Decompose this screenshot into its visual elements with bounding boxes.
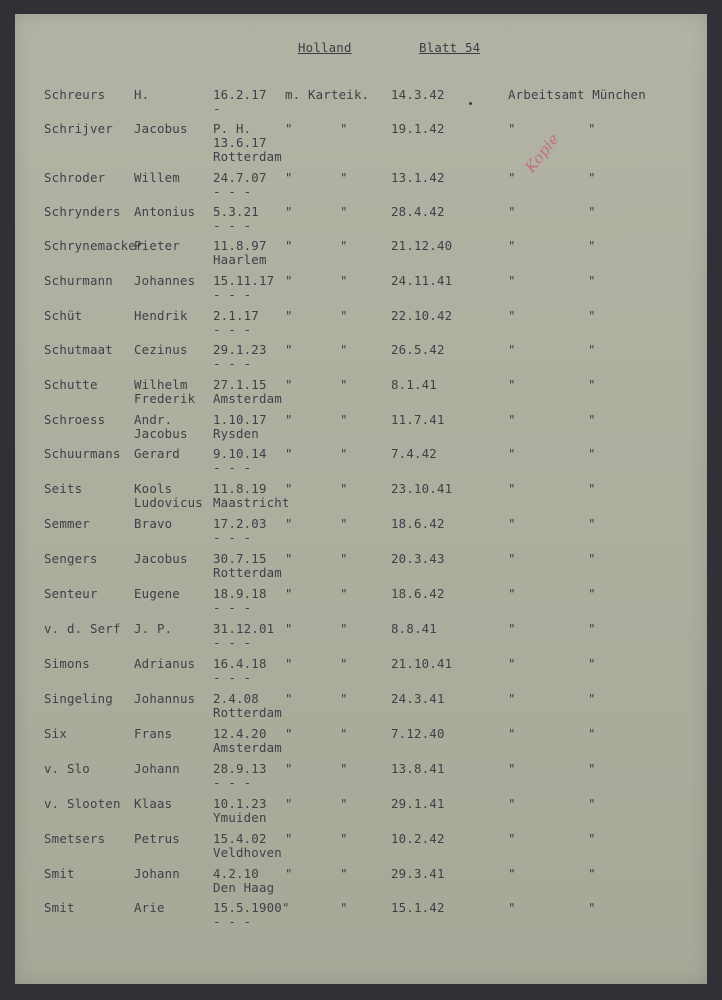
office-column: " xyxy=(508,691,516,706)
birth-date: 24.7.07 xyxy=(213,170,267,185)
header-country: Holland xyxy=(298,40,352,55)
birth-place: Rysden xyxy=(213,426,259,441)
ditto-mark-1: " xyxy=(285,551,293,566)
birth-place: Amsterdam xyxy=(213,740,282,755)
last-name: Schroess xyxy=(44,412,106,427)
last-name: Six xyxy=(44,726,67,741)
entry-date: 26.5.42 xyxy=(391,342,445,357)
last-name: Simons xyxy=(44,656,90,671)
ditto-mark-1: " xyxy=(285,170,293,185)
entry-date: 22.10.42 xyxy=(391,308,453,323)
entry-date: 13.1.42 xyxy=(391,170,445,185)
birth-place: Rotterdam xyxy=(213,705,282,720)
last-name: Senteur xyxy=(44,586,98,601)
ditto-mark-4: " xyxy=(588,308,596,323)
first-name: Petrus xyxy=(134,831,180,846)
birth-date: 9.10.14 xyxy=(213,446,267,461)
entry-date: 21.10.41 xyxy=(391,656,453,671)
ditto-mark-4: " xyxy=(588,377,596,392)
office-column: " xyxy=(508,656,516,671)
ditto-mark-2: " xyxy=(340,308,348,323)
office-column: " xyxy=(508,481,516,496)
ditto-mark-2: " xyxy=(340,516,348,531)
birth-date: 12.4.20 xyxy=(213,726,267,741)
ditto-mark-1: " xyxy=(285,796,293,811)
office-column: " xyxy=(508,170,516,185)
ditto-mark-1: " xyxy=(285,204,293,219)
ditto-mark-4: " xyxy=(588,621,596,636)
ditto-mark-1: " xyxy=(285,342,293,357)
birth-place: Rotterdam xyxy=(213,149,282,164)
entry-date: 11.7.41 xyxy=(391,412,445,427)
table-row xyxy=(15,343,707,377)
birth-date: 2.4.08 xyxy=(213,691,259,706)
entry-date: 8.8.41 xyxy=(391,621,437,636)
birth-date: 30.7.15 xyxy=(213,551,267,566)
entry-date: 28.4.42 xyxy=(391,204,445,219)
last-name: Sengers xyxy=(44,551,98,566)
first-name-2: Jacobus xyxy=(134,426,188,441)
office-column: " xyxy=(508,342,516,357)
birth-place: Maastricht xyxy=(213,495,290,510)
first-name: Johannus xyxy=(134,691,196,706)
first-name: Johann xyxy=(134,761,180,776)
ditto-mark-4: " xyxy=(588,831,596,846)
office-column: " xyxy=(508,761,516,776)
birth-date: 15.5.1900" xyxy=(213,900,290,915)
entry-date: 15.1.42 xyxy=(391,900,445,915)
ditto-mark-1: " xyxy=(285,273,293,288)
birth-place: - - - xyxy=(213,356,252,371)
last-name: Schüt xyxy=(44,308,83,323)
ditto-mark-2: " xyxy=(340,377,348,392)
office-column: " xyxy=(508,308,516,323)
office-column: " xyxy=(508,204,516,219)
entry-date: 19.1.42 xyxy=(391,121,445,136)
table-row xyxy=(15,552,707,586)
office-column: " xyxy=(508,866,516,881)
first-name: Antonius xyxy=(134,204,196,219)
entry-date: 29.1.41 xyxy=(391,796,445,811)
ditto-mark-4: " xyxy=(588,273,596,288)
office-column: " xyxy=(508,551,516,566)
entry-date: 21.12.40 xyxy=(391,238,453,253)
entry-date: 29.3.41 xyxy=(391,866,445,881)
ditto-mark-2: " xyxy=(340,170,348,185)
last-name: v. Slooten xyxy=(44,796,121,811)
office-column: " xyxy=(508,831,516,846)
first-name: Frans xyxy=(134,726,173,741)
entry-date: 18.6.42 xyxy=(391,516,445,531)
ditto-mark-4: " xyxy=(588,586,596,601)
document-page xyxy=(15,14,707,984)
ditto-mark-1: " xyxy=(285,831,293,846)
table-row xyxy=(15,239,707,273)
entry-date: 24.11.41 xyxy=(391,273,453,288)
ditto-mark-4: " xyxy=(588,342,596,357)
birth-place: - - - xyxy=(213,775,252,790)
birth-date: 15.11.17 xyxy=(213,273,275,288)
last-name: v. Slo xyxy=(44,761,90,776)
first-name: Cezinus xyxy=(134,342,188,357)
table-row xyxy=(15,692,707,726)
office-column: " xyxy=(508,621,516,636)
birth-date: 11.8.19 xyxy=(213,481,267,496)
ditto-mark-1: " xyxy=(285,446,293,461)
first-name: H. xyxy=(134,87,150,102)
office-column: " xyxy=(508,796,516,811)
ditto-mark-4: " xyxy=(588,121,596,136)
ditto-mark-4: " xyxy=(588,551,596,566)
last-name: Smit xyxy=(44,900,75,915)
ditto-mark-2: " xyxy=(340,412,348,427)
first-name: Willem xyxy=(134,170,180,185)
ditto-mark-2: " xyxy=(340,238,348,253)
table-row xyxy=(15,762,707,796)
table-row xyxy=(15,797,707,831)
table-row xyxy=(15,88,707,122)
ditto-mark-2: " xyxy=(340,726,348,741)
table-row xyxy=(15,622,707,656)
table-row xyxy=(15,309,707,343)
table-row xyxy=(15,274,707,308)
birth-date: 17.2.03 xyxy=(213,516,267,531)
ditto-mark-2: " xyxy=(340,586,348,601)
ditto-mark-1: " xyxy=(285,481,293,496)
office-column: " xyxy=(508,238,516,253)
birth-date: 4.2.10 xyxy=(213,866,259,881)
ditto-mark-2: " xyxy=(340,204,348,219)
first-name: Gerard xyxy=(134,446,180,461)
table-row xyxy=(15,121,707,164)
birth-place: Ymuiden xyxy=(213,810,267,825)
table-row xyxy=(15,482,707,516)
first-name: Bravo xyxy=(134,516,173,531)
ditto-mark-1: " xyxy=(285,308,293,323)
office-column: " xyxy=(508,726,516,741)
ditto-mark-1: " xyxy=(285,761,293,776)
ditto-mark-4: " xyxy=(588,796,596,811)
ditto-mark-1: " xyxy=(285,377,293,392)
ditto-mark-1: " xyxy=(285,866,293,881)
table-row xyxy=(15,867,707,901)
first-name: Andr. xyxy=(134,412,173,427)
birth-date: 10.1.23 xyxy=(213,796,267,811)
ditto-mark-1: m. Karteik. xyxy=(285,87,370,102)
birth-place: Amsterdam xyxy=(213,391,282,406)
birth-date: 16.4.18 xyxy=(213,656,267,671)
first-name: Johann xyxy=(134,866,180,881)
birth-date: P. H. xyxy=(213,121,252,136)
birth-place: Haarlem xyxy=(213,252,267,267)
last-name: Schreurs xyxy=(44,87,106,102)
first-name: Klaas xyxy=(134,796,173,811)
ditto-mark-4: " xyxy=(588,691,596,706)
last-name: Schurmann xyxy=(44,273,113,288)
birth-date: 2.1.17 xyxy=(213,308,259,323)
last-name: Schuurmans xyxy=(44,446,121,461)
birth-place: - - - xyxy=(213,670,252,685)
entry-date: 8.1.41 xyxy=(391,377,437,392)
first-name: J. P. xyxy=(134,621,173,636)
first-name-2: Ludovicus xyxy=(134,495,203,510)
ditto-mark-2: " xyxy=(340,691,348,706)
first-name: Jacobus xyxy=(134,121,188,136)
entry-date: 23.10.41 xyxy=(391,481,453,496)
office-column: " xyxy=(508,516,516,531)
birth-place: - xyxy=(213,101,221,116)
office-column: " xyxy=(508,586,516,601)
first-name: Kools xyxy=(134,481,173,496)
birth-place: - - - xyxy=(213,287,252,302)
ditto-mark-4: " xyxy=(588,726,596,741)
entry-date: 7.12.40 xyxy=(391,726,445,741)
birth-date: 15.4.02 xyxy=(213,831,267,846)
first-name-2: Frederik xyxy=(134,391,196,406)
ditto-mark-1: " xyxy=(285,586,293,601)
ditto-mark-2: " xyxy=(340,621,348,636)
ditto-mark-4: " xyxy=(588,866,596,881)
birth-place: - - - xyxy=(213,460,252,475)
table-row xyxy=(15,447,707,481)
table-row xyxy=(15,901,707,935)
ditto-mark-1: " xyxy=(285,412,293,427)
ditto-mark-4: " xyxy=(588,656,596,671)
ditto-mark-2: " xyxy=(340,273,348,288)
ditto-mark-1: " xyxy=(285,121,293,136)
birth-place: - - - xyxy=(213,635,252,650)
birth-place: Den Haag xyxy=(213,880,275,895)
ditto-mark-2: " xyxy=(340,446,348,461)
birth-date: 28.9.13 xyxy=(213,761,267,776)
last-name: Seits xyxy=(44,481,83,496)
table-row xyxy=(15,657,707,691)
birth-date: 5.3.21 xyxy=(213,204,259,219)
birth-place: - - - xyxy=(213,914,252,929)
office-column: " xyxy=(508,121,516,136)
entry-date: 24.3.41 xyxy=(391,691,445,706)
table-row xyxy=(15,205,707,239)
entry-date: 10.2.42 xyxy=(391,831,445,846)
ditto-mark-2: " xyxy=(340,656,348,671)
birth-date: 29.1.23 xyxy=(213,342,267,357)
entry-date: 14.3.42 xyxy=(391,87,445,102)
entry-date: 20.3.43 xyxy=(391,551,445,566)
last-name: Semmer xyxy=(44,516,90,531)
ditto-mark-4: " xyxy=(588,516,596,531)
ditto-mark-2: " xyxy=(340,831,348,846)
office-column: " xyxy=(508,412,516,427)
ditto-mark-1: " xyxy=(285,656,293,671)
birth-date: 31.12.01 xyxy=(213,621,275,636)
last-name: Singeling xyxy=(44,691,113,706)
office-column: " xyxy=(508,446,516,461)
ditto-mark-4: " xyxy=(588,170,596,185)
last-name: Schutmaat xyxy=(44,342,113,357)
table-row xyxy=(15,517,707,551)
first-name: Jacobus xyxy=(134,551,188,566)
ditto-mark-1: " xyxy=(285,691,293,706)
office-column: " xyxy=(508,377,516,392)
birth-place: Veldhoven xyxy=(213,845,282,860)
ditto-mark-1: " xyxy=(285,621,293,636)
birth-place: 13.6.17 xyxy=(213,135,267,150)
ditto-mark-1: " xyxy=(285,238,293,253)
last-name: Smit xyxy=(44,866,75,881)
ditto-mark-2: " xyxy=(340,761,348,776)
first-name: Hendrik xyxy=(134,308,188,323)
birth-place: - - - xyxy=(213,184,252,199)
first-name: Johannes xyxy=(134,273,196,288)
ditto-mark-1: " xyxy=(285,726,293,741)
last-name: Schrynemacker xyxy=(44,238,144,253)
birth-date: 1.10.17 xyxy=(213,412,267,427)
ditto-mark-4: " xyxy=(588,238,596,253)
birth-date: 11.8.97 xyxy=(213,238,267,253)
last-name: Schrynders xyxy=(44,204,121,219)
table-row xyxy=(15,727,707,761)
office-column: " xyxy=(508,273,516,288)
first-name: Pieter xyxy=(134,238,180,253)
first-name: Eugene xyxy=(134,586,180,601)
first-name: Wilhelm xyxy=(134,377,188,392)
office-column: " xyxy=(508,900,516,915)
ditto-mark-4: " xyxy=(588,900,596,915)
table-row xyxy=(15,832,707,866)
birth-date: 16.2.17 xyxy=(213,87,267,102)
table-row xyxy=(15,378,707,412)
ditto-mark-2: " xyxy=(340,900,348,915)
ditto-mark-4: " xyxy=(588,204,596,219)
birth-place: Rotterdam xyxy=(213,565,282,580)
birth-place: - - - xyxy=(213,530,252,545)
office-column: Arbeitsamt München xyxy=(508,87,646,102)
ditto-mark-4: " xyxy=(588,446,596,461)
handwritten-annotation: Kopie xyxy=(521,130,563,176)
birth-place: - - - xyxy=(213,218,252,233)
ditto-mark-2: " xyxy=(340,551,348,566)
birth-date: 27.1.15 xyxy=(213,377,267,392)
table-row xyxy=(15,413,707,447)
ditto-mark-2: " xyxy=(340,866,348,881)
ditto-mark-4: " xyxy=(588,481,596,496)
ditto-mark-2: " xyxy=(340,481,348,496)
ditto-mark-4: " xyxy=(588,412,596,427)
ditto-mark-2: " xyxy=(340,342,348,357)
ditto-mark-4: " xyxy=(588,761,596,776)
table-row xyxy=(15,587,707,621)
birth-place: - - - xyxy=(213,600,252,615)
entry-date: 7.4.42 xyxy=(391,446,437,461)
table-row xyxy=(15,171,707,205)
entry-date: 18.6.42 xyxy=(391,586,445,601)
entry-date: 13.8.41 xyxy=(391,761,445,776)
ditto-mark-2: " xyxy=(340,796,348,811)
ditto-mark-2: " xyxy=(340,121,348,136)
last-name: Smetsers xyxy=(44,831,106,846)
last-name: v. d. Serf xyxy=(44,621,121,636)
first-name: Arie xyxy=(134,900,165,915)
header-sheet-number: Blatt 54 xyxy=(419,40,481,55)
ditto-mark-1: " xyxy=(285,516,293,531)
birth-place: - - - xyxy=(213,322,252,337)
last-name: Schroder xyxy=(44,170,106,185)
last-name: Schrijver xyxy=(44,121,113,136)
last-name: Schutte xyxy=(44,377,98,392)
first-name: Adrianus xyxy=(134,656,196,671)
birth-date: 18.9.18 xyxy=(213,586,267,601)
